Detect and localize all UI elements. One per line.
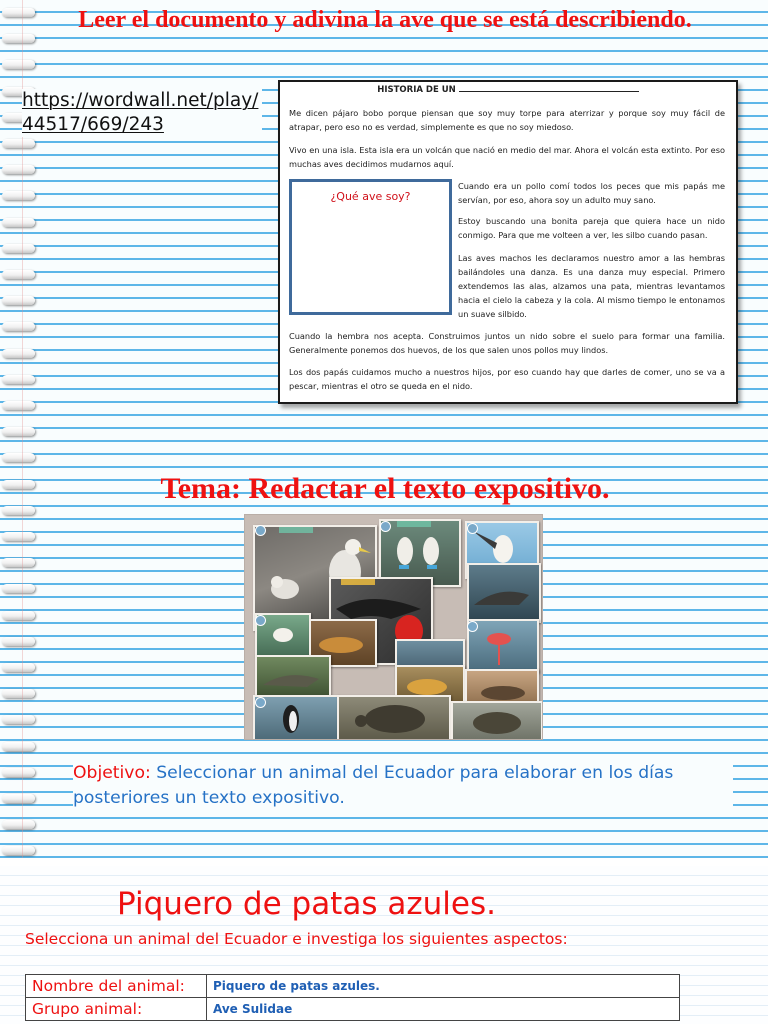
worksheet-paragraph: Me dicen pájaro bobo porque piensan que soy muy torpe para aterrizar y porque soy muy fácil de atrapar, pero eso no es verdad, simplemente es que no soy miedoso. [289,108,725,132]
binding-ring [2,715,35,724]
table-row [26,975,680,998]
binding-ring [2,742,35,751]
objective-text [73,761,733,811]
number-badge [255,525,266,536]
number-badge [380,521,391,532]
row-label: Nombre del animal: [26,975,207,998]
binding-ring [2,584,35,593]
number-badge [255,615,266,626]
binding-ring [2,846,35,855]
binding-ring [2,768,35,777]
worksheet-paragraph: Cuando la hembra nos acepta. Construimos juntos un nido sobre el suelo para formar una familia. Generalmente ponemos dos huevos, de los que salen unos pollos muy lindos. [289,331,725,355]
iguana-rocks-photo [255,655,331,699]
tortoise-icon [339,697,445,737]
objective-body: Seleccionar un animal del Ecuador para elaborar en los días posteriores un texto expositivo. [73,763,674,808]
galapagos-animals-collage [244,514,543,740]
binding-ring [2,244,35,253]
worksheet-title-text: HISTORIA DE UN [377,85,456,95]
binding-ring [2,60,35,69]
iguana-icon [257,657,325,693]
binding-ring [2,401,35,410]
title-blank-line [459,91,639,92]
guess-box [289,179,452,315]
objective-label: Objetivo: [73,763,151,783]
blue-footed-booby-icon [381,521,455,581]
binding-ring [2,663,35,672]
worksheet-document [278,80,738,404]
tape-strip [397,519,431,527]
binding-ring [2,139,35,148]
sea-lion-icon [467,671,533,703]
worksheet-paragraph: Vivo en una isla. Esta isla era un volcán que nació en medio del mar. Ahora el volcán esta extinto. Por eso muchas aves decidimos mudarnos aquí. [289,145,725,169]
worksheet-paragraph: Cuando era un pollo comí todos los peces que mis papás me servían, por eso, ahora soy un adulto muy sano. [458,181,725,205]
binding-ring [2,165,35,174]
binding-ring [2,611,35,620]
binding-ring [2,218,35,227]
row-value: Ave Sulidae [207,998,680,1021]
worksheet-paragraph: Estoy buscando una bonita pareja que quiera hace un nido conmigo. Para que me volteen a ver, les silbo cuando pasan. [458,216,725,240]
animal-title: Piquero de patas azules. [117,886,496,922]
marine-iguana-photo [467,563,541,623]
page-title: Leer el documento y adivina la ave que se está describiendo. [78,7,692,33]
binding-ring [2,349,35,358]
binding-ring [2,794,35,803]
animal-info-table [25,974,680,1021]
worksheet-paragraph: Los dos papás cuidamos mucho a nuestros hijos, por eso cuando hay que darles de comer, uno se va a pescar, mientras el otro se queda en el nido. [289,367,725,391]
binding-ring [2,532,35,541]
iguana-icon [469,565,535,617]
binding-ring [2,820,35,829]
binding-ring [2,270,35,279]
binding-ring [2,637,35,646]
row-label: Grupo animal: [26,998,207,1021]
binding-ring [2,322,35,331]
instruction-text: Selecciona un animal del Ecuador e investiga los siguientes aspectos: [25,930,568,948]
binding-ring [2,558,35,567]
number-badge [467,523,478,534]
number-badge [255,697,266,708]
tape-strip [279,525,313,533]
giant-tortoise-photo [337,695,451,740]
table-row [26,998,680,1021]
binding-ring [2,8,35,17]
binding-ring [2,191,35,200]
binding-ring [2,480,35,489]
tortoise-icon [453,703,537,737]
number-badge [467,621,478,632]
binding-ring [2,34,35,43]
binding-ring [2,296,35,305]
row-value: Piquero de patas azules. [207,975,680,998]
worksheet-title [280,85,736,95]
binding-ring [2,427,35,436]
guess-box-label: ¿Qué ave soy? [330,190,411,203]
research-slide [0,866,768,1024]
wordwall-link[interactable]: https://wordwall.net/play/44517/669/243 [22,89,262,137]
binding-ring [2,375,35,384]
topic-heading: Tema: Redactar el texto expositivo. [160,472,610,505]
penguin-icon [255,697,333,735]
flamingo-icon [469,621,533,667]
binding-ring [2,453,35,462]
worksheet-paragraph: Las aves machos les declaramos nuestro amor a las hembras bailándoles una danza. Es una danza muy especial. Primero extendemos las alas, alzamos una pata, mientras levantamos hacia el cielo la cabeza y la cola. Al mismo tiempo le entonamos un suave silbido. [458,253,725,319]
tape-strip [341,577,375,585]
tortoise-2-photo [451,701,543,740]
binding-ring [2,506,35,515]
binding-ring [2,689,35,698]
